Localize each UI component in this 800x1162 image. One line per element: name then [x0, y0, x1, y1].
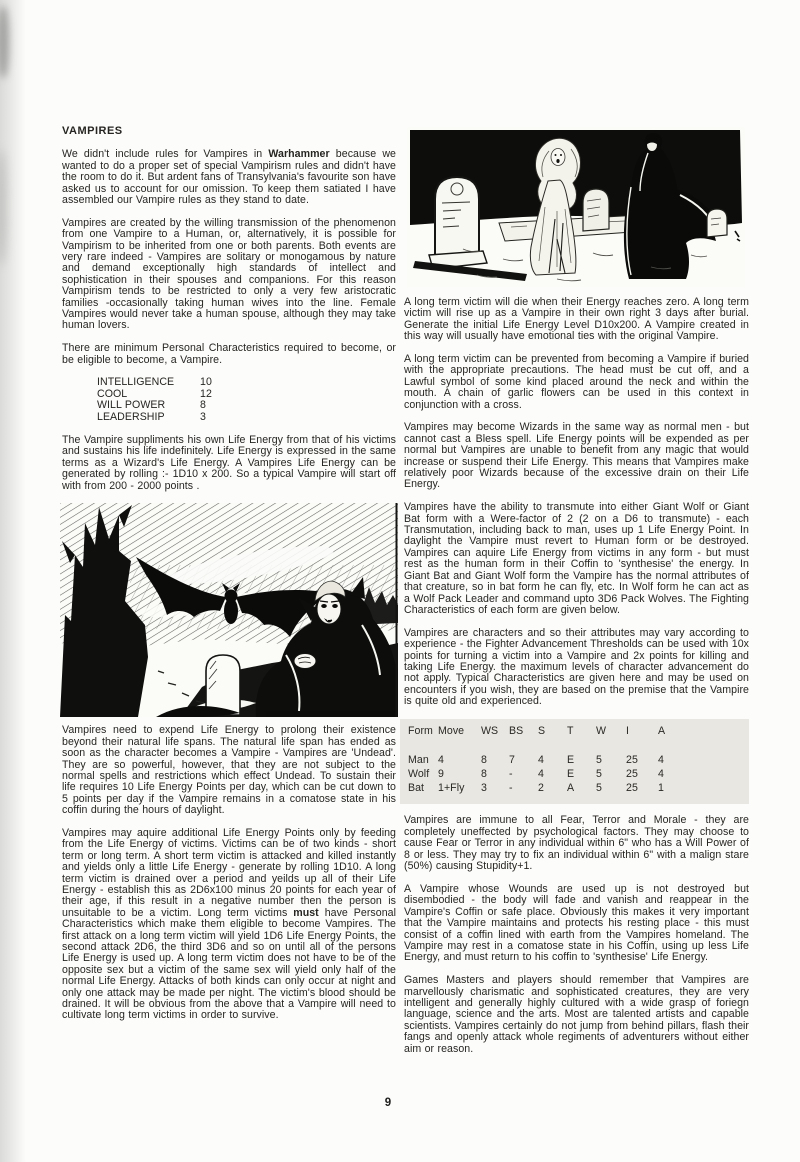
paragraph-expend: Vampires need to expend Life Energy to prolong their existence beyond their natural life spans. The natural life span has ended as soon as the character becomes a Vampire - Vampires are 'Undead'. They are so powerful, however, that they are not subject to the normal spells and restrictions which effect Undead. To sustain their life requires 10 Life Energy Points per day, which can be cut down to 5 points per day if the Vampire remains in a comatose state in his coffin during the hours of daylight.: [62, 724, 396, 817]
stats-table: [408, 726, 682, 794]
stats-cell: 9: [438, 767, 444, 780]
graveyard-illustration-svg: [407, 127, 745, 287]
min-characteristics-list: [97, 377, 396, 423]
paragraph-attributes: Vampires are characters and so their attributes may vary according to experience - the Fighter Advancement Thresholds can be used with 10x points for turning a victim into a Vampire and 2x points for killing and taking Life Energy. the maximum levels of character advancement do not apply. Typical Characteristics are given here and may be used on encounters if you wish, they are based on the premise that the Vampire is quite old and experienced.: [404, 626, 749, 708]
stats-cell: 4: [538, 767, 544, 780]
paragraph-wounds: A Vampire whose Wounds are used up is not destroyed but disembodied - the body will fade and vanish and reappear in the Vampire's Coffin or safe place. Obviously this makes it very important that the Vampire maintains and protects his resting place - this must consist of a coffin lined with earth from the Vampires homeland. The Vampire may rest in a comatose state in his Coffin, using up less Life Energy, and must return to his coffin to 'synthesise' Life Energy.: [404, 882, 749, 964]
characteristic-label: COOL: [97, 387, 128, 400]
stats-cell: 25: [626, 753, 638, 766]
gravestone-left: [429, 177, 487, 269]
stats-cell: -: [509, 781, 513, 794]
bold-text-run: must: [293, 906, 319, 919]
paragraph-min-characteristics-intro: There are minimum Personal Characteristics required to become, or be eligible to become, a Vampire.: [62, 342, 396, 366]
stats-cell: 25: [626, 767, 638, 780]
stats-cell: 4: [438, 753, 444, 766]
paragraph-prevention: A long term victim can be prevented from becoming a Vampire if buried with the appropriate precautions. The head must be cut off, and a Lawful symbol of some kind placed around the neck and within the mouth. A chain of garlic flowers can be used in this context in conjunction with a cross.: [404, 353, 749, 411]
characteristic-row: [97, 412, 396, 424]
stats-table-header-row: [408, 726, 682, 752]
paragraph-creation: Vampires are created by the willing transmission of the phenomenon from one Vampire to a Human, or, alternatively, it is possible for Vampirism to be inherited from one or both parents. Both events are very rare indeed - Vampires are solitary or monogamous by nature and demand exceptionally high standards of intellect and sophistication in their spouses and companions. For this reason Vampirism tends to be restricted to only a very few aristocratic families -occasionally taking human wives into the line. Female Vampires would never take a human spouse, although they may take human lovers.: [62, 216, 396, 332]
stats-cell: Bat: [408, 781, 425, 794]
stats-cell: 1+Fly: [438, 781, 465, 794]
stats-cell: 8: [481, 753, 487, 766]
stats-header-cell: BS: [509, 724, 524, 737]
stats-cell: 4: [538, 753, 544, 766]
stats-cell: 8: [481, 767, 487, 780]
stats-cell: 1: [658, 781, 664, 794]
characteristic-row: [97, 377, 396, 389]
vampire-and-bat-illustration: [60, 503, 398, 717]
paragraph-games-masters: Games Masters and players should remember that Vampires are marvellously charismatic and sophisticated creatures, they are very intelligent and generally highly cultured with a wide grasp of foriegn language, science and the arts. Most are talented artists and capable scientists. Vampires certainly do not jump from behind pillars, flash their fangs and openly attack whole regiments of adventurers without either aim or reason.: [404, 974, 749, 1055]
bold-text-run: Warhammer: [268, 148, 330, 161]
left-column: [62, 126, 396, 1033]
paragraph-victim-death: A long term victim will die when their Energy reaches zero. A long term victim will rise up as a Vampire in their own right 3 days after burial. Generate the initial Life Energy Level D10x200. A Vampire created in this way will usually have emotional ties with the original Vampire.: [404, 296, 749, 343]
paragraph-immunities: Vampires are immune to all Fear, Terror and Morale - they are completely uneffected by psychological factors. They may choose to cause Fear or Terror in any individual within 6" who has a Will Power of 8 or less. They may try to fix an individual within 6" with a malign stare (50%) causing Stupidity+1.: [404, 814, 749, 873]
stats-cell: 5: [596, 767, 602, 780]
stats-table-row-wolf: [408, 766, 682, 780]
characteristic-label: INTELLIGENCE: [97, 376, 175, 389]
page-number: 9: [384, 1097, 392, 1109]
stats-header-cell: A: [658, 724, 666, 737]
text-run: because we wanted to do a proper set of special Vampirism rules and didn't have the room to do it. But ardent fans of Transylvania's favourite son have asked us to account for our omission. To keep them satiated I have assembled our Vampire rules as they stand to date.: [62, 148, 396, 207]
tombstone: [206, 655, 240, 715]
woman-mouth: [556, 159, 559, 163]
stats-cell: A: [567, 781, 575, 794]
paragraph-intro: [62, 149, 396, 206]
stats-cell: 25: [626, 781, 638, 794]
stats-cell: 5: [596, 781, 602, 794]
characteristic-label: WILL POWER: [97, 399, 166, 412]
stats-table-row-bat: [408, 780, 682, 794]
stats-cell: 4: [658, 753, 664, 766]
stats-cell: 2: [538, 781, 544, 794]
right-column: [404, 120, 749, 1066]
text-run: We didn't include rules for Vampires in: [62, 148, 269, 161]
stats-header-cell: W: [596, 724, 607, 737]
stats-header-cell: Move: [438, 724, 465, 737]
characteristic-label: LEADERSHIP: [97, 410, 165, 423]
stats-cell: -: [509, 767, 513, 780]
paragraph-life-energy: The Vampire suppliments his own Life Energy from that of his victims and sustains his life indefinitely. Life Energy is expressed in the same terms as a Wizard's Life Energy. A Vampires Life Energy can be generated by rolling :- 1D10 x 200. So a typical Vampire will start off with from 200 - 2000 points .: [62, 433, 396, 492]
characteristic-value: 10: [200, 376, 212, 389]
stats-cell: 3: [481, 781, 487, 794]
fighting-characteristics-table: [400, 719, 749, 804]
paragraph-wizards: Vampires may become Wizards in the same way as normal men - but cannot cast a Bless spell. Life Energy points will be expended as per normal but Vampires are unable to benefit from any magic that would increase or suspend their Life Energy. This means that Vampires make relatively poor Wizards because of the excessive drain on their Life Energy.: [404, 421, 749, 491]
text-run: have Personal Characteristics which make them eligible to become Vampires. The first attack on a long term victim will yield 1D6 Life Energy Points, the second attack 2D6, the third 3D6 and so on until all of the persons Life Energy is used up. A long term victim does not have to be of the opposite sex but a victim of the same sex will yield only half of the normal Life Energy. Attacks of both kinds can only occur at night and only one attack may be made per night. The victim's blood should be drained. It will be obvious from the above that a Vampire will need to cultivate long term victims in order to survive.: [62, 906, 397, 1022]
text-run: Vampires may aquire additional Life Energy Points only by feeding from the Life Energy of victims. Victims can be of two kinds - short term or long term. A short term victim is attacked and killed instantly and yields only a little Life Energy - generate by rolling 1D10. A long term victim is drained over a period and yeilds up all of their Life Energy - establish this as 2D6x100 minus 20 points for each year of their age, if this result in a negative number then the person is unsuitable to be a victim. Long term victims: [62, 826, 396, 919]
stats-header-cell: T: [567, 724, 574, 737]
stats-cell: E: [567, 767, 575, 780]
stats-cell: 5: [596, 753, 602, 766]
stats-table-row-man: [408, 752, 682, 766]
characteristic-value: 8: [200, 399, 206, 412]
stats-header-cell: I: [626, 724, 629, 737]
characteristic-value: 12: [200, 387, 212, 400]
stats-cell: 4: [658, 767, 664, 780]
stats-cell: 7: [509, 753, 515, 766]
stats-header-cell: Form: [408, 724, 433, 737]
vampire-illustration-svg: [60, 503, 398, 717]
stats-cell: E: [567, 753, 575, 766]
paragraph-transmute: Vampires have the ability to transmute into either Giant Wolf or Giant Bat form with a Were-factor of 2 (2 on a D6 to transmute) - each Transmutation, including back to man, uses up 1 Life Energy Point. In daylight the Vampire must revert to Human form or be destroyed. Vampires can aquire Life Energy from victims in any form - but must rest as the human form in their Coffin to 'synthesise' the energy. In Giant Bat and Giant Wolf form the Vampire has the normal attributes of that creature, so in bat form he can fly, etc. In Wolf form he can act as a Wolf Pack Leader and command upto 3D6 Pack Wolves. The Fighting Characteristics of each form are given below.: [404, 501, 749, 616]
stats-cell: Man: [408, 753, 429, 766]
page-title: VAMPIRES: [62, 125, 123, 137]
characteristic-value: 3: [200, 410, 206, 423]
stats-header-cell: WS: [481, 724, 499, 737]
vampire-hand: [294, 654, 316, 669]
vampire-face: [317, 594, 341, 624]
gravestone-mid: [583, 189, 609, 231]
paragraph-acquire: [62, 828, 396, 1022]
graveyard-illustration: [407, 127, 745, 287]
stats-cell: Wolf: [408, 767, 430, 780]
stats-header-cell: S: [538, 724, 546, 737]
